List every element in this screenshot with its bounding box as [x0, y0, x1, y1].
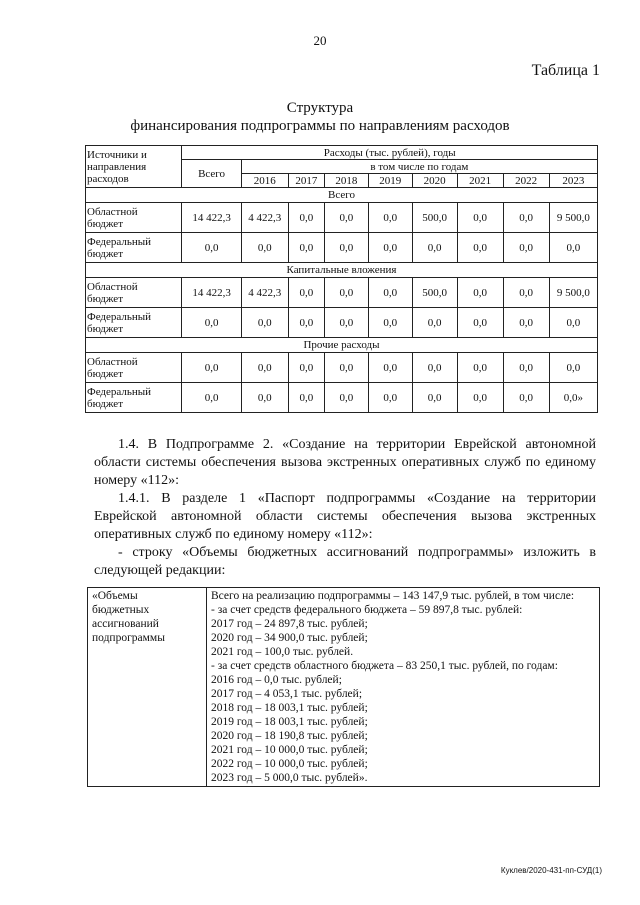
budget-source-line: бюджет — [87, 397, 123, 410]
year-header: 2021 — [457, 174, 503, 188]
budget-source-name — [86, 308, 182, 338]
year-header: 2016 — [241, 174, 288, 188]
year-value: 0,0 — [324, 383, 368, 413]
paragraph-1-4: 1.4. В Подпрограмме 2. «Создание на территории Еврейской автономной области системы обеспечения вызова экстренных оперативных служб по единому номеру «112»: — [94, 437, 596, 488]
document-footer-code: Куклев/2020-431-пп-СУД(1) — [500, 866, 602, 875]
budget-line: 2020 год – 34 900,0 тыс. рублей; — [211, 632, 368, 644]
year-value: 0,0 — [368, 383, 412, 413]
row-total: 14 422,3 — [182, 203, 241, 233]
expenses-header: Расходы (тыс. рублей), годы — [182, 146, 598, 160]
budget-line: 2018 год – 18 003,1 тыс. рублей; — [211, 702, 368, 714]
budget-line: 2017 год – 4 053,1 тыс. рублей; — [211, 688, 363, 700]
year-value: 0,0 — [412, 308, 457, 338]
budget-line: 2016 год – 0,0 тыс. рублей; — [211, 674, 342, 686]
budget-source-line: Областной — [87, 280, 138, 293]
year-header: 2020 — [412, 174, 457, 188]
year-value: 0,0 — [324, 203, 368, 233]
by-years-header: в том числе по годам — [241, 160, 597, 174]
budget-line: 2021 год – 10 000,0 тыс. рублей; — [211, 744, 368, 756]
table-row — [86, 383, 598, 413]
table-title — [0, 99, 640, 135]
year-value: 0,0 — [412, 233, 457, 263]
year-value: 0,0 — [503, 233, 549, 263]
budget-source-name — [86, 278, 182, 308]
budget-content-cell — [207, 588, 600, 787]
source-header-line: направления — [87, 160, 147, 173]
source-header-cell — [86, 146, 182, 188]
table-row — [86, 278, 598, 308]
paragraph-1-4-1: 1.4.1. В разделе 1 «Паспорт подпрограммы «Создание на территории Еврейской автономной области системы обеспечения вызова экстренных оперативных служб по единому номеру «112»: — [94, 491, 596, 542]
budget-source-line: бюджет — [87, 292, 123, 305]
budget-line: 2017 год – 24 897,8 тыс. рублей; — [211, 618, 368, 630]
year-value: 0,0 — [368, 233, 412, 263]
budget-source-line: бюджет — [87, 367, 123, 380]
year-value: 500,0 — [412, 278, 457, 308]
table-row — [86, 308, 598, 338]
budget-label-line: бюджетных — [92, 604, 150, 616]
year-value: 0,0 — [412, 353, 457, 383]
year-value: 0,0 — [503, 308, 549, 338]
year-value: 0,0 — [324, 278, 368, 308]
table-title-line1: Структура — [286, 100, 354, 116]
year-value: 0,0 — [241, 308, 288, 338]
table-label: Таблица 1 — [531, 62, 600, 79]
year-value: 0,0 — [324, 353, 368, 383]
row-total: 0,0 — [182, 233, 241, 263]
year-value: 0,0 — [241, 383, 288, 413]
year-value: 0,0 — [457, 353, 503, 383]
year-value: 0,0 — [288, 278, 324, 308]
budget-line: - за счет средств областного бюджета – 83 250,1 тыс. рублей, по годам: — [211, 660, 558, 672]
table-title-line2: финансирования подпрограммы по направлениям расходов — [130, 118, 510, 134]
table-row — [86, 203, 598, 233]
budget-label-line: подпрограммы — [92, 632, 165, 644]
total-header: Всего — [182, 160, 241, 188]
page-number: 20 — [313, 33, 327, 48]
row-total: 0,0 — [182, 308, 241, 338]
year-value: 0,0 — [288, 203, 324, 233]
year-value: 0,0 — [241, 353, 288, 383]
budget-label-cell — [88, 588, 207, 787]
budget-source-name — [86, 353, 182, 383]
year-value: 500,0 — [412, 203, 457, 233]
year-value: 0,0 — [549, 353, 597, 383]
year-value: 0,0 — [324, 308, 368, 338]
budget-source-line: Федеральный — [87, 235, 152, 248]
budget-line: Всего на реализацию подпрограммы – 143 147,9 тыс. рублей, в том числе: — [211, 590, 575, 602]
year-value: 0,0 — [549, 308, 597, 338]
year-value: 4 422,3 — [241, 203, 288, 233]
year-value: 0,0 — [503, 383, 549, 413]
year-value: 0,0 — [368, 353, 412, 383]
year-value: 0,0 — [324, 233, 368, 263]
row-total: 0,0 — [182, 383, 241, 413]
year-value: 0,0 — [368, 278, 412, 308]
year-value: 0,0 — [288, 353, 324, 383]
year-value: 9 500,0 — [549, 278, 597, 308]
year-value: 0,0 — [241, 233, 288, 263]
section-title: Прочие расходы — [86, 338, 598, 353]
section-title: Всего — [86, 188, 598, 203]
source-header-line: Источники и — [87, 148, 147, 161]
year-value: 0,0 — [457, 383, 503, 413]
budget-line: 2022 год – 10 000,0 тыс. рублей; — [211, 758, 368, 770]
year-value: 0,0 — [288, 233, 324, 263]
year-value: 9 500,0 — [549, 203, 597, 233]
year-value: 0,0 — [412, 383, 457, 413]
budget-source-line: Федеральный — [87, 385, 152, 398]
year-value: 0,0 — [368, 203, 412, 233]
year-header: 2018 — [324, 174, 368, 188]
year-value: 0,0 — [288, 383, 324, 413]
budget-line: 2020 год – 18 190,8 тыс. рублей; — [211, 730, 368, 742]
row-total: 14 422,3 — [182, 278, 241, 308]
year-header: 2023 — [549, 174, 597, 188]
year-value: 0,0 — [503, 203, 549, 233]
year-value: 0,0 — [503, 278, 549, 308]
budget-label-line: «Объемы — [92, 590, 138, 602]
budget-source-name — [86, 383, 182, 413]
year-value: 4 422,3 — [241, 278, 288, 308]
budget-source-line: Областной — [87, 205, 138, 218]
budget-line: 2019 год – 18 003,1 тыс. рублей; — [211, 716, 368, 728]
financing-table — [85, 145, 598, 413]
year-value: 0,0 — [457, 233, 503, 263]
budget-source-line: Областной — [87, 355, 138, 368]
year-value: 0,0 — [288, 308, 324, 338]
year-value: 0,0 — [368, 308, 412, 338]
year-value: 0,0 — [503, 353, 549, 383]
year-value: 0,0 — [549, 233, 597, 263]
table-row — [86, 233, 598, 263]
budget-source-name — [86, 203, 182, 233]
budget-source-line: Федеральный — [87, 310, 152, 323]
budget-source-name — [86, 233, 182, 263]
source-header-line: расходов — [87, 172, 129, 185]
budget-line: 2023 год – 5 000,0 тыс. рублей». — [211, 772, 368, 784]
section-title: Капитальные вложения — [86, 263, 598, 278]
budget-source-line: бюджет — [87, 217, 123, 230]
table-row — [86, 353, 598, 383]
year-value: 0,0 — [457, 203, 503, 233]
budget-allocations-table — [87, 587, 600, 787]
year-value: 0,0 — [457, 278, 503, 308]
budget-label-line: ассигнований — [92, 618, 159, 630]
year-value: 0,0» — [549, 383, 597, 413]
budget-line: 2021 год – 100,0 тыс. рублей. — [211, 646, 354, 658]
year-header: 2017 — [288, 174, 324, 188]
year-value: 0,0 — [457, 308, 503, 338]
year-header: 2019 — [368, 174, 412, 188]
row-total: 0,0 — [182, 353, 241, 383]
paragraph-string-replace: - строку «Объемы бюджетных ассигнований подпрограммы» изложить в следующей редакции: — [94, 545, 596, 578]
budget-source-line: бюджет — [87, 247, 123, 260]
budget-source-line: бюджет — [87, 322, 123, 335]
budget-line: - за счет средств федерального бюджета – 59 897,8 тыс. рублей: — [211, 604, 523, 616]
year-header: 2022 — [503, 174, 549, 188]
